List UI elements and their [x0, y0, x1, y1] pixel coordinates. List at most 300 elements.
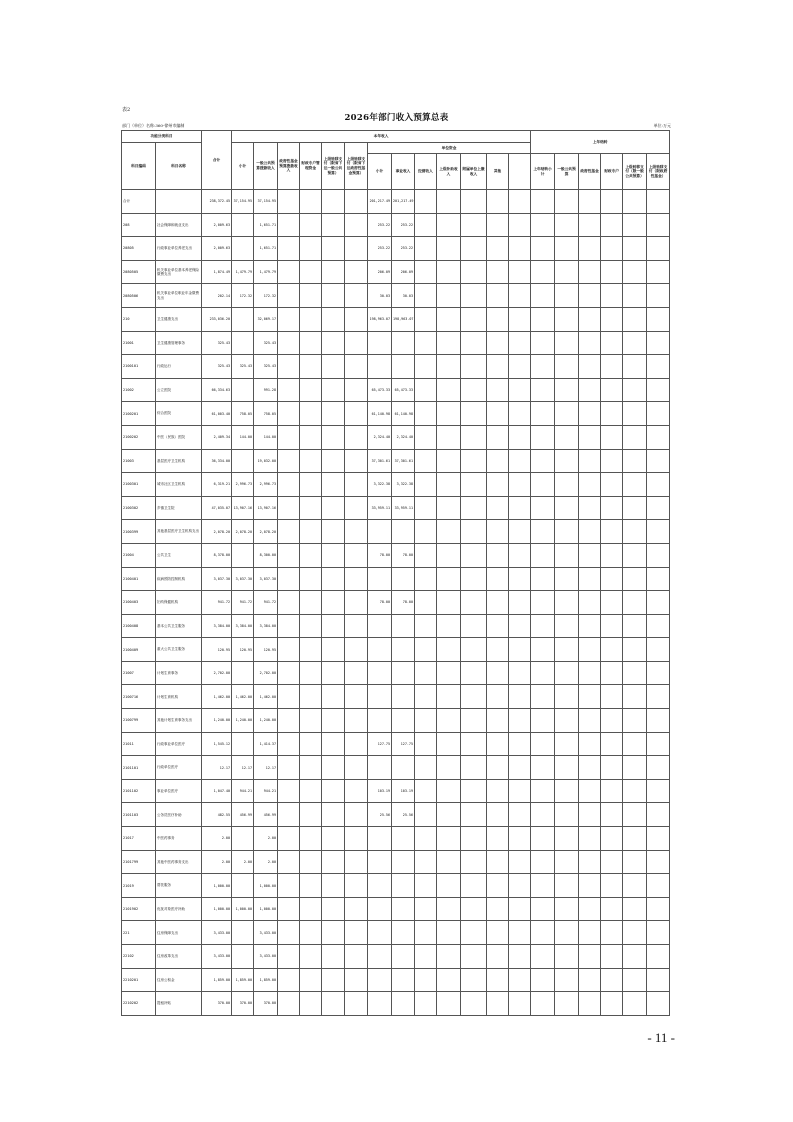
cell-general: 325.43	[254, 331, 278, 355]
cell-total: 120.95	[202, 638, 232, 662]
cell-name: 中医（民族）医院	[156, 425, 202, 449]
cell-other	[487, 449, 509, 473]
cell-gov	[278, 567, 300, 591]
cell-sup-gov	[345, 449, 368, 473]
cell-sup-gov	[345, 614, 368, 638]
cell-ly-fiscal	[601, 213, 623, 237]
cell-subordinate	[461, 355, 487, 379]
cell-unit-subtotal: 198,963.07	[368, 307, 392, 331]
cell-operating	[415, 945, 437, 969]
cell-ly-subtotal	[531, 520, 555, 544]
cell-ly-gov	[579, 425, 601, 449]
cell-subtotal: 37,154.95	[232, 190, 254, 214]
cell-other	[487, 685, 509, 709]
cell-subtotal: 2.00	[232, 850, 254, 874]
cell-unit-subtotal: 65,473.33	[368, 378, 392, 402]
cell-ly-gov	[579, 614, 601, 638]
cell-blank	[509, 473, 531, 497]
cell-gov	[278, 827, 300, 851]
cell-ly-fiscal	[601, 520, 623, 544]
cell-name: 城市社区卫生机构	[156, 473, 202, 497]
table-row	[122, 355, 670, 379]
cell-name: 重大公共卫生服务	[156, 638, 202, 662]
cell-gov	[278, 378, 300, 402]
cell-subtotal: 370.00	[232, 992, 254, 1016]
cell-name: 住房公积金	[156, 968, 202, 992]
cell-ly-gov	[579, 803, 601, 827]
cell-blank	[509, 685, 531, 709]
cell-fiscal	[300, 473, 322, 497]
cell-ly-fiscal	[601, 803, 623, 827]
cell-other	[487, 638, 509, 662]
cell-other	[487, 355, 509, 379]
cell-name: 卫生健康支出	[156, 307, 202, 331]
cell-gov	[278, 496, 300, 520]
cell-ly-general	[555, 260, 579, 284]
cell-name: 计划生育事务	[156, 661, 202, 685]
cell-total: 3,433.00	[202, 921, 232, 945]
cell-blank	[509, 638, 531, 662]
cell-total: 66,334.63	[202, 378, 232, 402]
table-row	[122, 331, 670, 355]
cell-ly-fiscal	[601, 827, 623, 851]
cell-superior	[437, 897, 461, 921]
cell-ly-sup-gov	[647, 190, 670, 214]
cell-code: 22102	[122, 945, 156, 969]
cell-subtotal: 172.32	[232, 284, 254, 308]
cell-sup-gov	[345, 732, 368, 756]
cell-unit-subtotal	[368, 614, 392, 638]
cell-subordinate	[461, 874, 487, 898]
table-row	[122, 473, 670, 497]
cell-gov	[278, 779, 300, 803]
cell-sup-gov	[345, 803, 368, 827]
cell-subtotal	[232, 213, 254, 237]
cell-ly-general	[555, 307, 579, 331]
cell-general: 456.99	[254, 803, 278, 827]
cell-ly-subtotal	[531, 614, 555, 638]
cell-business	[392, 661, 415, 685]
cell-ly-sup-gen	[623, 732, 647, 756]
cell-business	[392, 709, 415, 733]
cell-name: 妇幼保健机构	[156, 591, 202, 615]
cell-total: 8,378.00	[202, 543, 232, 567]
cell-name: 帮扶服务	[156, 874, 202, 898]
cell-sup-gov	[345, 260, 368, 284]
cell-operating	[415, 638, 437, 662]
cell-name: 公立医院	[156, 378, 202, 402]
cell-general: 144.00	[254, 425, 278, 449]
cell-code: 2100202	[122, 425, 156, 449]
cell-ly-general	[555, 355, 579, 379]
cell-sup-gov	[345, 897, 368, 921]
cell-unit-subtotal	[368, 709, 392, 733]
cell-sup-gov	[345, 756, 368, 780]
cell-code: 20805	[122, 237, 156, 261]
cell-general: 944.21	[254, 779, 278, 803]
cell-sup-gov	[345, 661, 368, 685]
cell-other	[487, 543, 509, 567]
table-row	[122, 190, 670, 214]
cell-unit-subtotal: 2,324.40	[368, 425, 392, 449]
cell-other	[487, 968, 509, 992]
cell-general: 1,414.37	[254, 732, 278, 756]
cell-ly-sup-gov	[647, 661, 670, 685]
cell-subordinate	[461, 945, 487, 969]
cell-business	[392, 874, 415, 898]
cell-code: 2100401	[122, 567, 156, 591]
cell-ly-sup-gen	[623, 945, 647, 969]
cell-blank	[509, 874, 531, 898]
cell-operating	[415, 968, 437, 992]
cell-business: 25.56	[392, 803, 415, 827]
cell-ly-general	[555, 190, 579, 214]
cell-ly-sup-gen	[623, 355, 647, 379]
cell-ly-subtotal	[531, 591, 555, 615]
cell-blank	[509, 402, 531, 426]
last-gov-fund-header: 政府性基金	[579, 154, 601, 190]
cell-ly-sup-gen	[623, 473, 647, 497]
cell-ly-sup-gen	[623, 992, 647, 1016]
superior-subsidy-header: 上级补助收入	[437, 154, 461, 190]
superior-general-header: 上级转移支付（限省下达一般公共预算）	[322, 143, 345, 190]
cell-subordinate	[461, 449, 487, 473]
cell-fiscal	[300, 567, 322, 591]
cell-fiscal	[300, 945, 322, 969]
cell-total: 1,859.00	[202, 968, 232, 992]
cell-name: 住房保障支出	[156, 921, 202, 945]
cell-sup-gov	[345, 190, 368, 214]
cell-code: 2100716	[122, 685, 156, 709]
cell-subtotal: 3,384.00	[232, 614, 254, 638]
cell-name: 其他计划生育事务支出	[156, 709, 202, 733]
cell-code: 2080506	[122, 284, 156, 308]
cell-sup-gov	[345, 968, 368, 992]
cell-sup-gov	[345, 543, 368, 567]
cell-ly-fiscal	[601, 307, 623, 331]
cell-fiscal	[300, 850, 322, 874]
cell-general: 37,154.95	[254, 190, 278, 214]
cell-sup-gov	[345, 945, 368, 969]
cell-ly-general	[555, 520, 579, 544]
cell-gov	[278, 921, 300, 945]
cell-name: 卫生健康管理事务	[156, 331, 202, 355]
unit-funds-header: 单位资金	[368, 143, 531, 154]
cell-ly-sup-gen	[623, 237, 647, 261]
cell-ly-general	[555, 850, 579, 874]
cell-blank	[509, 992, 531, 1016]
cell-operating	[415, 874, 437, 898]
cell-total: 61,003.40	[202, 402, 232, 426]
cell-name: 事业单位医疗	[156, 779, 202, 803]
cell-other	[487, 874, 509, 898]
cell-ly-gov	[579, 260, 601, 284]
cell-unit-subtotal	[368, 331, 392, 355]
cell-sup-gen	[322, 874, 345, 898]
cell-business	[392, 850, 415, 874]
cell-superior	[437, 803, 461, 827]
table-row	[122, 921, 670, 945]
cell-blank	[509, 355, 531, 379]
cell-superior	[437, 661, 461, 685]
cell-ly-gov	[579, 968, 601, 992]
cell-ly-gov	[579, 661, 601, 685]
cell-superior	[437, 992, 461, 1016]
cell-ly-gov	[579, 190, 601, 214]
table-row	[122, 850, 670, 874]
cell-unit-subtotal: 37,301.61	[368, 449, 392, 473]
cell-code: 210	[122, 307, 156, 331]
cell-name: 其他中医药事务支出	[156, 850, 202, 874]
cell-other	[487, 473, 509, 497]
cell-gov	[278, 756, 300, 780]
cell-total: 370.00	[202, 992, 232, 1016]
cell-business: 78.00	[392, 543, 415, 567]
cell-ly-gov	[579, 921, 601, 945]
cell-other	[487, 190, 509, 214]
cell-general: 3,384.00	[254, 614, 278, 638]
cell-unit-subtotal	[368, 355, 392, 379]
cell-other	[487, 213, 509, 237]
cell-ly-subtotal	[531, 756, 555, 780]
cell-subordinate	[461, 473, 487, 497]
cell-ly-sup-gen	[623, 520, 647, 544]
cell-code: 221	[122, 921, 156, 945]
cell-superior	[437, 307, 461, 331]
cell-unit-subtotal	[368, 874, 392, 898]
table-row	[122, 874, 670, 898]
cell-general: 1,651.71	[254, 213, 278, 237]
cell-other	[487, 307, 509, 331]
cell-ly-fiscal	[601, 543, 623, 567]
cell-sup-gen	[322, 779, 345, 803]
cell-sup-gen	[322, 543, 345, 567]
table-row	[122, 496, 670, 520]
table-row	[122, 709, 670, 733]
cell-business	[392, 567, 415, 591]
cell-business: 253.22	[392, 213, 415, 237]
cell-ly-subtotal	[531, 779, 555, 803]
cell-business: 61,140.98	[392, 402, 415, 426]
table-row	[122, 307, 670, 331]
cell-operating	[415, 850, 437, 874]
cell-ly-fiscal	[601, 874, 623, 898]
cell-sup-gen	[322, 638, 345, 662]
cell-ly-sup-gen	[623, 213, 647, 237]
cell-subtotal: 1,240.00	[232, 709, 254, 733]
cell-ly-gov	[579, 213, 601, 237]
table-row	[122, 685, 670, 709]
cell-superior	[437, 425, 461, 449]
cell-ly-sup-gov	[647, 331, 670, 355]
cell-ly-sup-gov	[647, 520, 670, 544]
cell-subtotal: 2,078.20	[232, 520, 254, 544]
cell-operating	[415, 449, 437, 473]
cell-name: 公务员医疗补助	[156, 803, 202, 827]
cell-ly-sup-gen	[623, 897, 647, 921]
cell-sup-gen	[322, 827, 345, 851]
superior-gov-fund-header: 上级转移支付（限省下达政府性基金预算）	[345, 143, 368, 190]
cell-gov	[278, 284, 300, 308]
cell-unit-subtotal: 127.75	[368, 732, 392, 756]
cell-superior	[437, 378, 461, 402]
cell-ly-fiscal	[601, 850, 623, 874]
cell-fiscal	[300, 449, 322, 473]
table-row	[122, 591, 670, 615]
cell-unit-subtotal: 78.00	[368, 543, 392, 567]
cell-business: 3,322.38	[392, 473, 415, 497]
cell-total: 941.72	[202, 591, 232, 615]
cell-sup-gov	[345, 779, 368, 803]
cell-business: 103.19	[392, 779, 415, 803]
cell-code: 合计	[122, 190, 156, 214]
cell-ly-sup-gen	[623, 638, 647, 662]
cell-sup-gen	[322, 614, 345, 638]
cell-total: 3,037.30	[202, 567, 232, 591]
cell-total: 3,384.00	[202, 614, 232, 638]
cell-gov	[278, 473, 300, 497]
cell-blank	[509, 237, 531, 261]
cell-sup-gen	[322, 402, 345, 426]
cell-ly-sup-gen	[623, 331, 647, 355]
form-number: 表2	[122, 107, 131, 113]
cell-sup-gen	[322, 520, 345, 544]
cell-other	[487, 260, 509, 284]
cell-subtotal	[232, 661, 254, 685]
table-row	[122, 968, 670, 992]
cell-ly-subtotal	[531, 732, 555, 756]
cell-business: 33,959.11	[392, 496, 415, 520]
cell-other	[487, 237, 509, 261]
cell-fiscal	[300, 237, 322, 261]
cell-ly-sup-gov	[647, 638, 670, 662]
cell-general: 3,433.00	[254, 921, 278, 945]
cell-ly-fiscal	[601, 921, 623, 945]
cell-ly-general	[555, 874, 579, 898]
cell-superior	[437, 543, 461, 567]
cell-ly-fiscal	[601, 190, 623, 214]
cell-unit-subtotal: 103.19	[368, 779, 392, 803]
table-row	[122, 284, 670, 308]
cell-fiscal	[300, 284, 322, 308]
table-row	[122, 638, 670, 662]
budget-table	[121, 130, 670, 1016]
cell-subordinate	[461, 213, 487, 237]
cell-name: 基本公共卫生服务	[156, 614, 202, 638]
cell-blank	[509, 213, 531, 237]
table-row	[122, 543, 670, 567]
cell-subordinate	[461, 425, 487, 449]
cell-name: 公共卫生	[156, 543, 202, 567]
cell-ly-sup-gen	[623, 709, 647, 733]
cell-operating	[415, 520, 437, 544]
cell-ly-sup-gov	[647, 591, 670, 615]
cell-general: 172.32	[254, 284, 278, 308]
cell-ly-sup-gov	[647, 921, 670, 945]
cell-sup-gen	[322, 355, 345, 379]
cell-sup-gen	[322, 378, 345, 402]
cell-other	[487, 284, 509, 308]
cell-unit-subtotal	[368, 992, 392, 1016]
cell-ly-subtotal	[531, 827, 555, 851]
cell-fiscal	[300, 520, 322, 544]
cell-ly-sup-gen	[623, 425, 647, 449]
cell-ly-fiscal	[601, 331, 623, 355]
cell-ly-general	[555, 331, 579, 355]
subordinate-income-header: 附属单位上缴收入	[461, 154, 487, 190]
cell-gov	[278, 402, 300, 426]
cell-other	[487, 614, 509, 638]
last-fiscal-special-header: 财政专户	[601, 154, 623, 190]
cell-ly-sup-gov	[647, 827, 670, 851]
cell-other	[487, 661, 509, 685]
cell-ly-gov	[579, 850, 601, 874]
cell-total: 325.43	[202, 355, 232, 379]
cell-sup-gen	[322, 756, 345, 780]
cell-subordinate	[461, 992, 487, 1016]
cell-ly-gov	[579, 355, 601, 379]
cell-ly-general	[555, 473, 579, 497]
this-year-header: 本年收入	[232, 131, 531, 143]
cell-sup-gen	[322, 307, 345, 331]
cell-other	[487, 803, 509, 827]
cell-sup-gov	[345, 567, 368, 591]
cell-business: 206.09	[392, 260, 415, 284]
cell-subtotal: 3,037.30	[232, 567, 254, 591]
cell-operating	[415, 685, 437, 709]
cell-fiscal	[300, 661, 322, 685]
table-row	[122, 992, 670, 1016]
cell-superior	[437, 756, 461, 780]
cell-sup-gov	[345, 237, 368, 261]
cell-subordinate	[461, 897, 487, 921]
cell-subordinate	[461, 614, 487, 638]
cell-ly-general	[555, 591, 579, 615]
cell-ly-general	[555, 779, 579, 803]
cell-ly-sup-gov	[647, 567, 670, 591]
cell-ly-general	[555, 685, 579, 709]
cell-general: 3,433.00	[254, 945, 278, 969]
cell-ly-subtotal	[531, 449, 555, 473]
cell-general: 370.00	[254, 992, 278, 1016]
cell-superior	[437, 638, 461, 662]
cell-subordinate	[461, 732, 487, 756]
cell-code: 21001	[122, 331, 156, 355]
cell-ly-gov	[579, 874, 601, 898]
cell-sup-gen	[322, 921, 345, 945]
cell-name	[156, 190, 202, 214]
cell-code: 21007	[122, 661, 156, 685]
cell-general: 2,996.73	[254, 473, 278, 497]
cell-other	[487, 378, 509, 402]
cell-sup-gen	[322, 945, 345, 969]
cell-general: 941.72	[254, 591, 278, 615]
cell-subordinate	[461, 307, 487, 331]
cell-code: 2100302	[122, 496, 156, 520]
cell-ly-gov	[579, 473, 601, 497]
cell-ly-general	[555, 425, 579, 449]
cell-other	[487, 709, 509, 733]
cell-gov	[278, 709, 300, 733]
cell-blank	[509, 945, 531, 969]
cell-name: 行政运行	[156, 355, 202, 379]
cell-other	[487, 897, 509, 921]
cell-business: 78.00	[392, 591, 415, 615]
cell-ly-sup-gov	[647, 897, 670, 921]
cell-blank	[509, 190, 531, 214]
cell-ly-sup-gen	[623, 307, 647, 331]
cell-business	[392, 945, 415, 969]
